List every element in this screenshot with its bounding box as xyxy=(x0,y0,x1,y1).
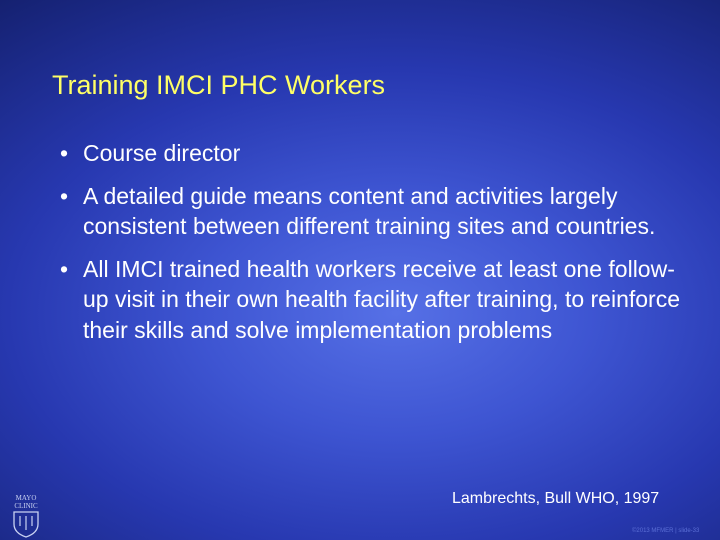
bullet-item xyxy=(60,254,680,346)
bullet-marker: • xyxy=(60,255,69,282)
bullet-marker: • xyxy=(60,140,69,166)
bullet-marker: • xyxy=(60,182,69,209)
footer-copyright: ©2013 MFMER | slide-33 xyxy=(632,528,700,534)
bullet-text: Course director xyxy=(83,140,241,166)
bullet-item xyxy=(60,138,680,169)
bullet-text: All IMCI trained health workers receive at least one follow-up visit in their own health facility after training, to reinforce their skills and solve implementation problems xyxy=(83,255,681,343)
bullet-text: A detailed guide means content and activities largely consistent between different training sites and countries. xyxy=(83,182,656,239)
mayo-clinic-shield-icon xyxy=(8,492,44,538)
citation: Lambrechts, Bull WHO, 1997 xyxy=(452,490,660,507)
bullet-item xyxy=(60,181,680,242)
bullet-list xyxy=(60,138,680,357)
slide-title: Training IMCI PHC Workers xyxy=(52,70,386,100)
logo-text-clinic: CLINIC xyxy=(14,502,38,510)
logo-text-mayo: MAYO xyxy=(15,494,37,502)
